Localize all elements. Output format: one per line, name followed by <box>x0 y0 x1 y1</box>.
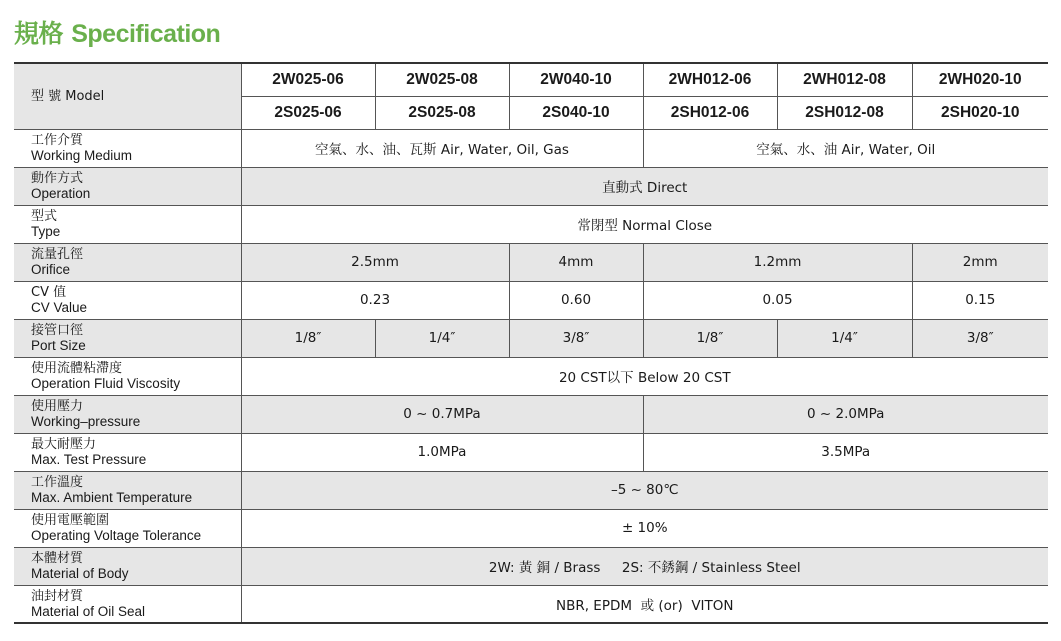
page-title <box>14 14 220 50</box>
value-cell: –5 ~ 80℃ <box>241 471 1048 509</box>
row-type <box>14 205 1048 243</box>
value-cell: 2mm <box>912 243 1048 281</box>
model-cell: 2WH012-08 <box>777 63 912 96</box>
value-cell: 1/4″ <box>777 319 912 357</box>
model-cell: 2SH020-10 <box>912 96 1048 129</box>
value-cell: 0.60 <box>509 281 643 319</box>
row-test-pressure <box>14 433 1048 471</box>
model-cell: 2S025-06 <box>241 96 375 129</box>
value-cell: 20 CST以下 Below 20 CST <box>241 357 1048 395</box>
row-label: 型式 Type <box>14 205 241 243</box>
spec-table <box>14 62 1048 624</box>
value-cell: 3/8″ <box>509 319 643 357</box>
row-seal-material <box>14 585 1048 623</box>
row-operation <box>14 167 1048 205</box>
value-cell: 1.2mm <box>643 243 912 281</box>
row-label: 最大耐壓力 Max. Test Pressure <box>14 433 241 471</box>
row-label: 使用壓力 Working–pressure <box>14 395 241 433</box>
row-label: 工作介質 Working Medium <box>14 129 241 167</box>
value-cell: 0 ~ 0.7MPa <box>241 395 643 433</box>
row-label: 工作溫度 Max. Ambient Temperature <box>14 471 241 509</box>
value-cell: 直動式 Direct <box>241 167 1048 205</box>
title-zh: 規格 <box>14 19 64 48</box>
model-cell: 2WH020-10 <box>912 63 1048 96</box>
model-cell: 2W025-06 <box>241 63 375 96</box>
row-working-pressure <box>14 395 1048 433</box>
value-cell: 1/8″ <box>643 319 777 357</box>
row-orifice <box>14 243 1048 281</box>
value-cell: 0.23 <box>241 281 509 319</box>
row-label: 接管口徑 Port Size <box>14 319 241 357</box>
row-label: 動作方式 Operation <box>14 167 241 205</box>
value-cell: 空氣、水、油 Air, Water, Oil <box>643 129 1048 167</box>
value-cell: 1/4″ <box>375 319 509 357</box>
row-body-material <box>14 547 1048 585</box>
value-cell: 0.15 <box>912 281 1048 319</box>
value-cell: 1/8″ <box>241 319 375 357</box>
value-cell: 0 ~ 2.0MPa <box>643 395 1048 433</box>
value-cell: 2.5mm <box>241 243 509 281</box>
row-viscosity <box>14 357 1048 395</box>
row-label: 使用流體粘滯度 Operation Fluid Viscosity <box>14 357 241 395</box>
model-cell: 2SH012-06 <box>643 96 777 129</box>
model-row-2w <box>14 63 1048 96</box>
model-cell: 2SH012-08 <box>777 96 912 129</box>
value-cell: NBR, EPDM 或 (or) VITON <box>241 585 1048 623</box>
model-cell: 2S040-10 <box>509 96 643 129</box>
model-label: 型 號 Model <box>14 63 241 129</box>
model-cell: 2S025-08 <box>375 96 509 129</box>
row-label: 本體材質 Material of Body <box>14 547 241 585</box>
row-port-size <box>14 319 1048 357</box>
value-cell: 1.0MPa <box>241 433 643 471</box>
row-label: 流量孔徑 Orifice <box>14 243 241 281</box>
value-cell: 4mm <box>509 243 643 281</box>
row-temperature <box>14 471 1048 509</box>
model-cell: 2WH012-06 <box>643 63 777 96</box>
value-cell: 常閉型 Normal Close <box>241 205 1048 243</box>
value-cell: 2W: 黃 銅 / Brass 2S: 不銹鋼 / Stainless Steel <box>241 547 1048 585</box>
value-cell: 3.5MPa <box>643 433 1048 471</box>
row-label: 使用電壓範圍 Operating Voltage Tolerance <box>14 509 241 547</box>
model-cell: 2W040-10 <box>509 63 643 96</box>
title-en: Specification <box>71 20 221 48</box>
row-voltage <box>14 509 1048 547</box>
value-cell: ± 10% <box>241 509 1048 547</box>
row-cv-value <box>14 281 1048 319</box>
row-label: CV 值 CV Value <box>14 281 241 319</box>
row-label: 油封材質 Material of Oil Seal <box>14 585 241 623</box>
row-working-medium <box>14 129 1048 167</box>
value-cell: 3/8″ <box>912 319 1048 357</box>
value-cell: 0.05 <box>643 281 912 319</box>
model-cell: 2W025-08 <box>375 63 509 96</box>
value-cell: 空氣、水、油、瓦斯 Air, Water, Oil, Gas <box>241 129 643 167</box>
